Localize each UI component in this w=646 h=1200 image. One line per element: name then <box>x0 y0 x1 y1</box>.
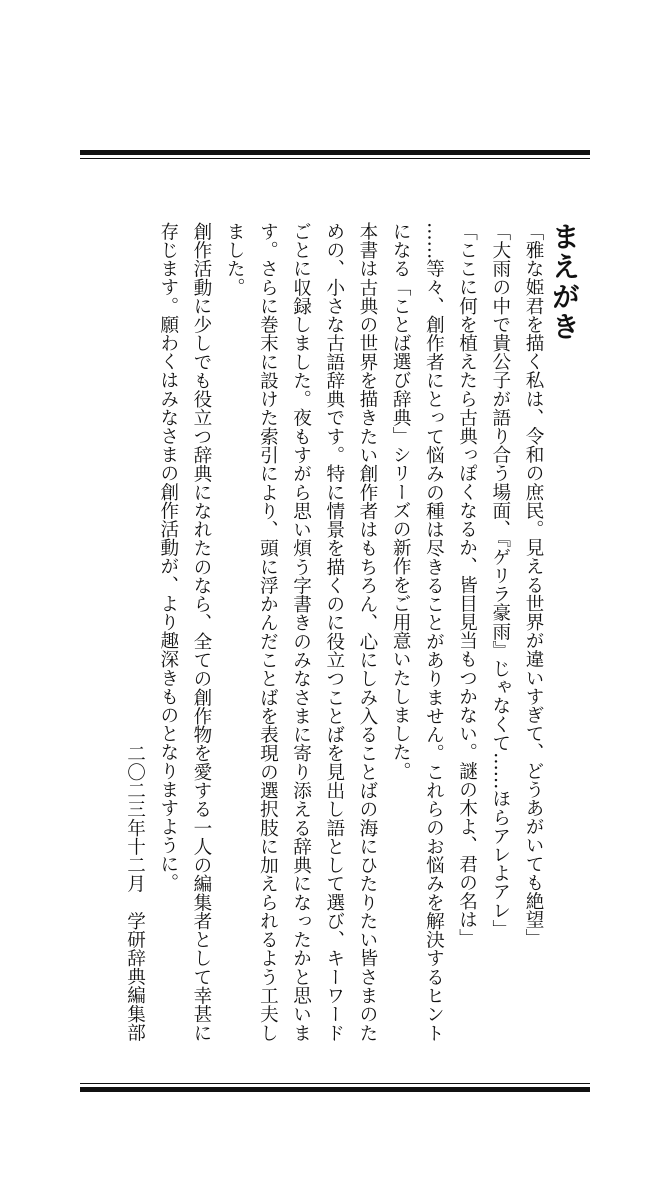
signature: 二〇二三年十二月 学研辞典編集部 <box>124 744 146 1042</box>
page-heading: まえがき <box>548 222 581 342</box>
preface-body <box>118 222 550 1042</box>
quote-paragraph-3: 「ここに何を植えたら古典っぽくなるか、皆目見当もつかない。謎の木よ、君の名は」 <box>456 222 478 948</box>
quote-paragraph-2: 「大雨の中で貴公子が語り合う場面、『ゲリラ豪雨』じゃなくて……ほらアレよアレ」 <box>489 222 511 939</box>
vertical-text-page <box>118 222 581 1042</box>
top-double-rule <box>80 150 590 159</box>
bottom-double-rule <box>80 1083 590 1092</box>
body-paragraph-1: ……等々、創作者にとって悩みの種は尽きることがありません。これらのお悩みを解決するヒントになる「ことば選び辞典」シリーズの新作をご用意いたしました。 <box>390 222 445 1042</box>
body-paragraph-3: 創作活動に少しでも役立つ辞典になれたのなら、全ての創作物を愛する一人の編集者として幸甚に存じます。願わくはみなさまの創作活動が、より趣深きものとなりますように。 <box>157 222 212 1042</box>
quote-paragraph-1: 「雅な姫君を描く私は、令和の庶民。見える世界が違いすぎて、どうあがいても絶望」 <box>523 222 544 948</box>
body-paragraph-2: 本書は古典の世界を描きたい創作者はもちろん、心にしみ入ることばの海にひたりたい皆さまのための、小さな古語辞典です。特に情景を描くのに役立つことばを見出し語として選び、キーワードごとに収録しました。夜もすがら思い煩う字書きのみなさまに寄り添える辞典になったかと思います。さらに巻末に設けた索引により、頭に浮かんだことばを表現の選択肢に加えられるよう工夫しました。 <box>224 222 378 1042</box>
